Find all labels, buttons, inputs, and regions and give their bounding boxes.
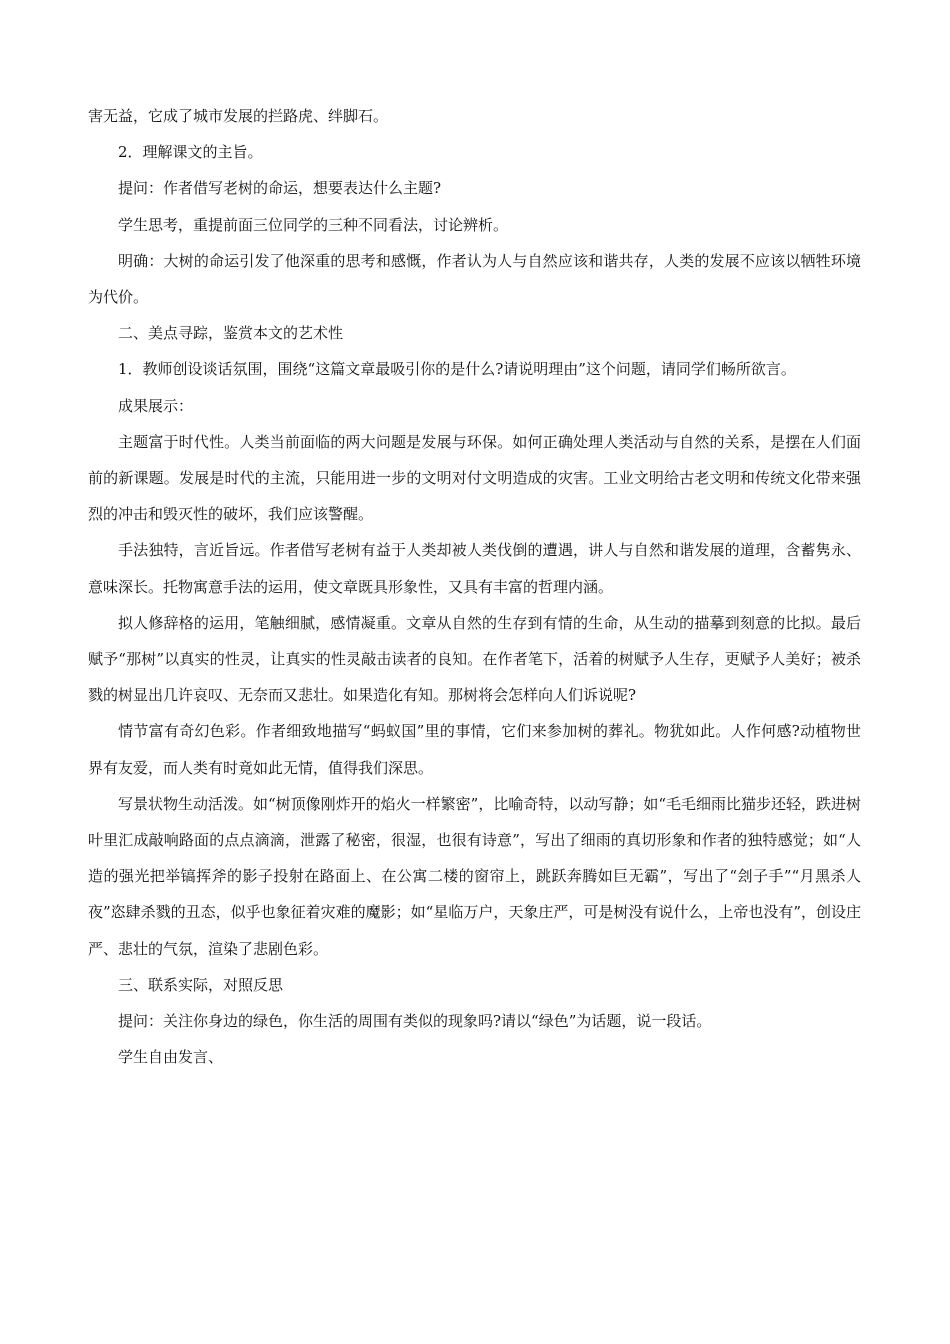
paragraph-theme: 主题富于时代性。人类当前面临的两大问题是发展与环保。如何正确处理人类活动与自然的关系，是摆在人们面前的新课题。发展是时代的主流，只能用进一步的文明对付文明造成的灾害。工业文明给古老文明和传统文化带来强烈的冲击和毁灭性的破坏，我们应该警醒。 xyxy=(88,432,861,524)
section-heading-3: 三、联系实际，对照反思 xyxy=(118,975,284,994)
paragraph-results-label: 成果展示： xyxy=(118,396,194,415)
paragraph-continuation: 害无益，它成了城市发展的拦路虎、绊脚石。 xyxy=(88,107,389,125)
paragraph-clarification: 明确：大树的命运引发了他深重的思考和感慨，作者认为人与自然应该和谐共存，人类的发展不应该以牺牲环境为代价。 xyxy=(88,251,861,307)
section-step-2: 2．理解课文的主旨。 xyxy=(118,143,263,162)
paragraph-student-speech: 学生自由发言、 xyxy=(118,1048,224,1067)
paragraph-plot: 情节富有奇幻色彩。作者细致地描写“蚂蚁国”里的事情，它们来参加树的葬礼。物犹如此。人作何感?动植物世界有友爱，而人类有时竟如此无情，值得我们深思。 xyxy=(88,722,861,777)
section-heading-2: 二、美点寻踪，鉴赏本文的艺术性 xyxy=(118,324,344,343)
paragraph-scenery: 写景状物生动活泼。如“树顶像刚炸开的焰火一样繁密”，比喻奇特，以动写静；如“毛毛细雨比猫步还轻，跌进树叶里汇成敲响路面的点点滴滴，泄露了秘密，很湿，也很有诗意”，写出了细雨的真切形象和作者的独特感觉；如“人造的强光把举镐挥斧的影子投射在路面上、在公寓二楼的窗帘上，跳跃奔腾如巨无霸”，写出了“刽子手”“月黑杀人夜”恣肆杀戮的丑态，似乎也象征着灾难的魔影；如“星临万户，天象庄严，可是树没有说什么，上帝也没有”，创设庄严、悲壮的气氛，渲染了悲剧色彩。 xyxy=(88,794,862,958)
document-page xyxy=(88,98,861,1075)
paragraph-technique: 手法独特，言近旨远。作者借写老树有益于人类却被人类伐倒的遭遇，讲人与自然和谐发展的道理，含蓄隽永、意味深长。托物寓意手法的运用，使文章既具形象性，又具有丰富的哲理内涵。 xyxy=(88,541,861,596)
paragraph-student-thinking: 学生思考，重提前面三位同学的三种不同看法，讨论辨析。 xyxy=(118,215,509,234)
paragraph-personification: 拟人修辞格的运用，笔触细腻，感情凝重。文章从自然的生存到有情的生命，从生动的描摹到刻意的比拟。最后赋予“那树”以真实的性灵，让真实的性灵敲击读者的良知。在作者笔下，活着的树赋予人生存，更赋予人美好；被杀戮的树显出几许哀叹、无奈而又悲壮。如果造化有知。那树将会怎样向人们诉说呢? xyxy=(88,613,861,705)
section-step-1: 1．教师创设谈话氛围，围绕“这篇文章最吸引你的是什么?请说明理由”这个问题，请同学们畅所欲言。 xyxy=(118,360,796,379)
paragraph-question: 提问：作者借写老树的命运，想要表达什么主题? xyxy=(118,179,442,198)
paragraph-question-green: 提问：关注你身边的绿色，你生活的周围有类似的现象吗?请以“绿色”为话题，说一段话。 xyxy=(118,1012,712,1031)
